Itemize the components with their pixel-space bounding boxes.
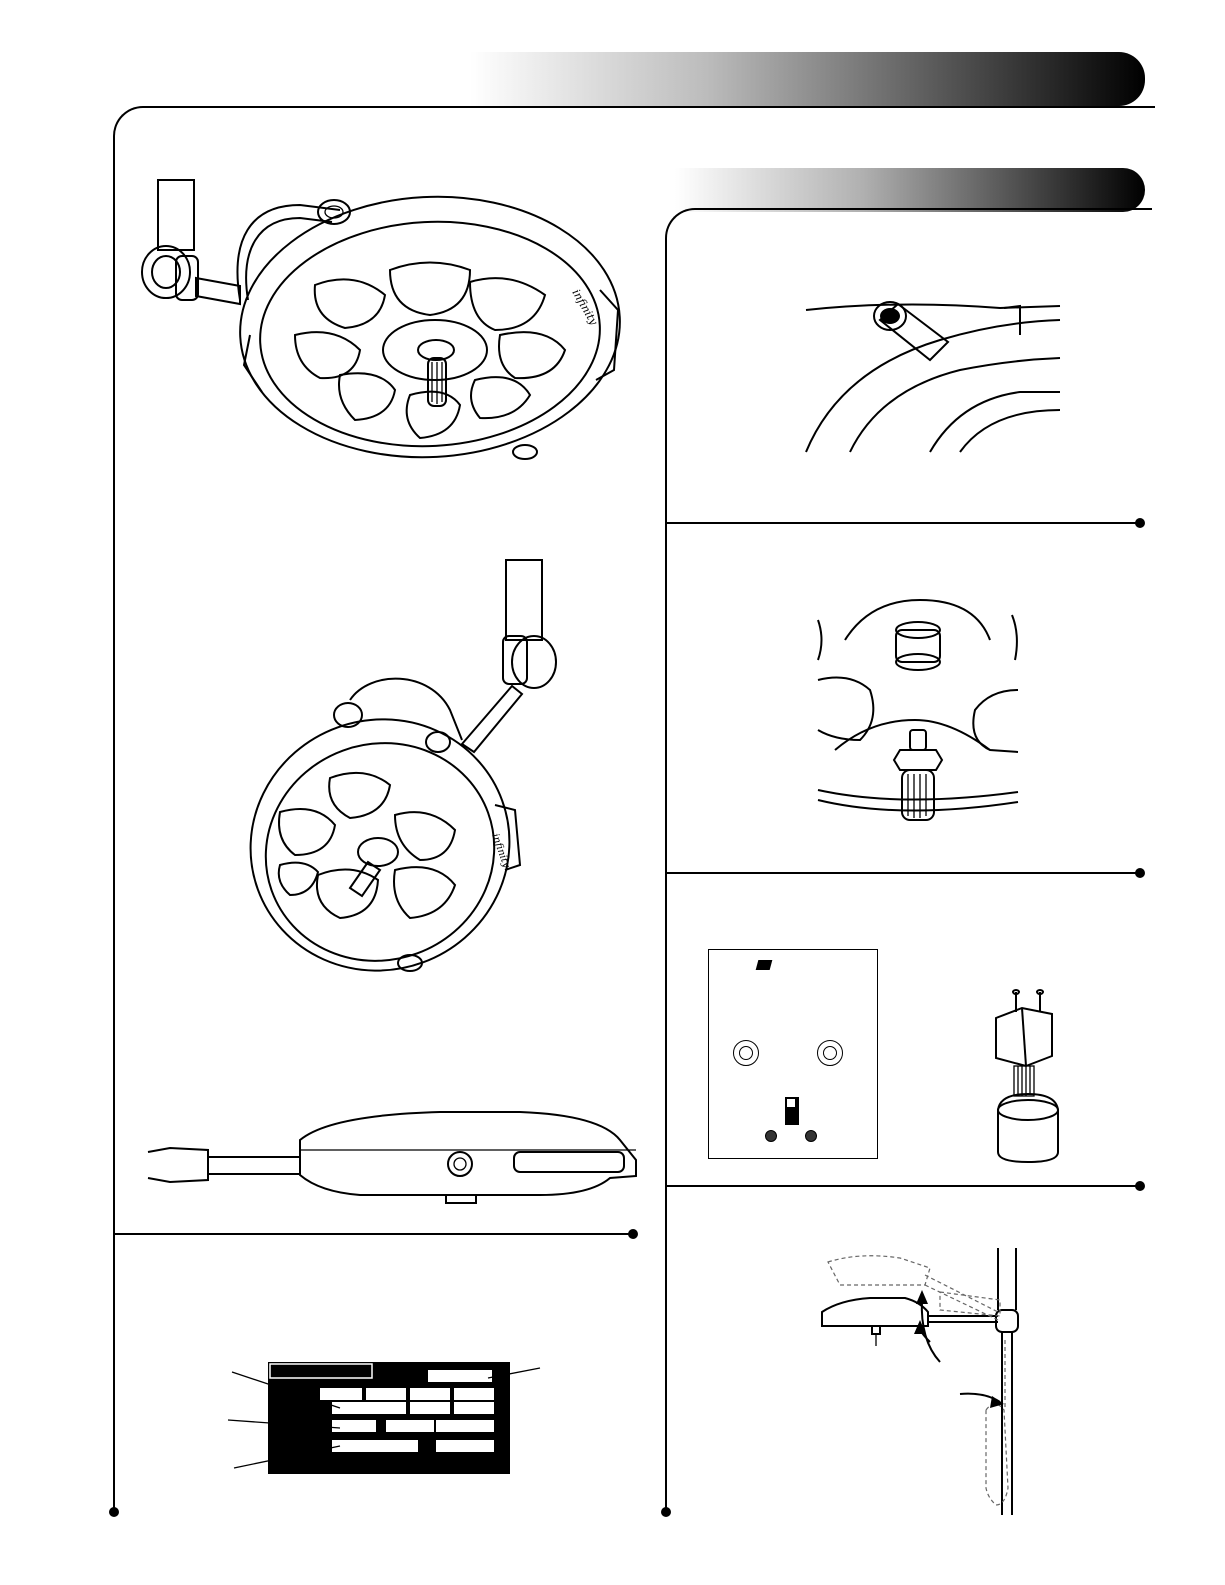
lamp-position-raised — [828, 1256, 1000, 1320]
lamp-position-solid — [822, 1298, 998, 1346]
svg-text:infinity: infinity — [569, 287, 601, 328]
lamp-position-lowered — [986, 1340, 1008, 1505]
svg-text:infinity: infinity — [489, 832, 512, 870]
